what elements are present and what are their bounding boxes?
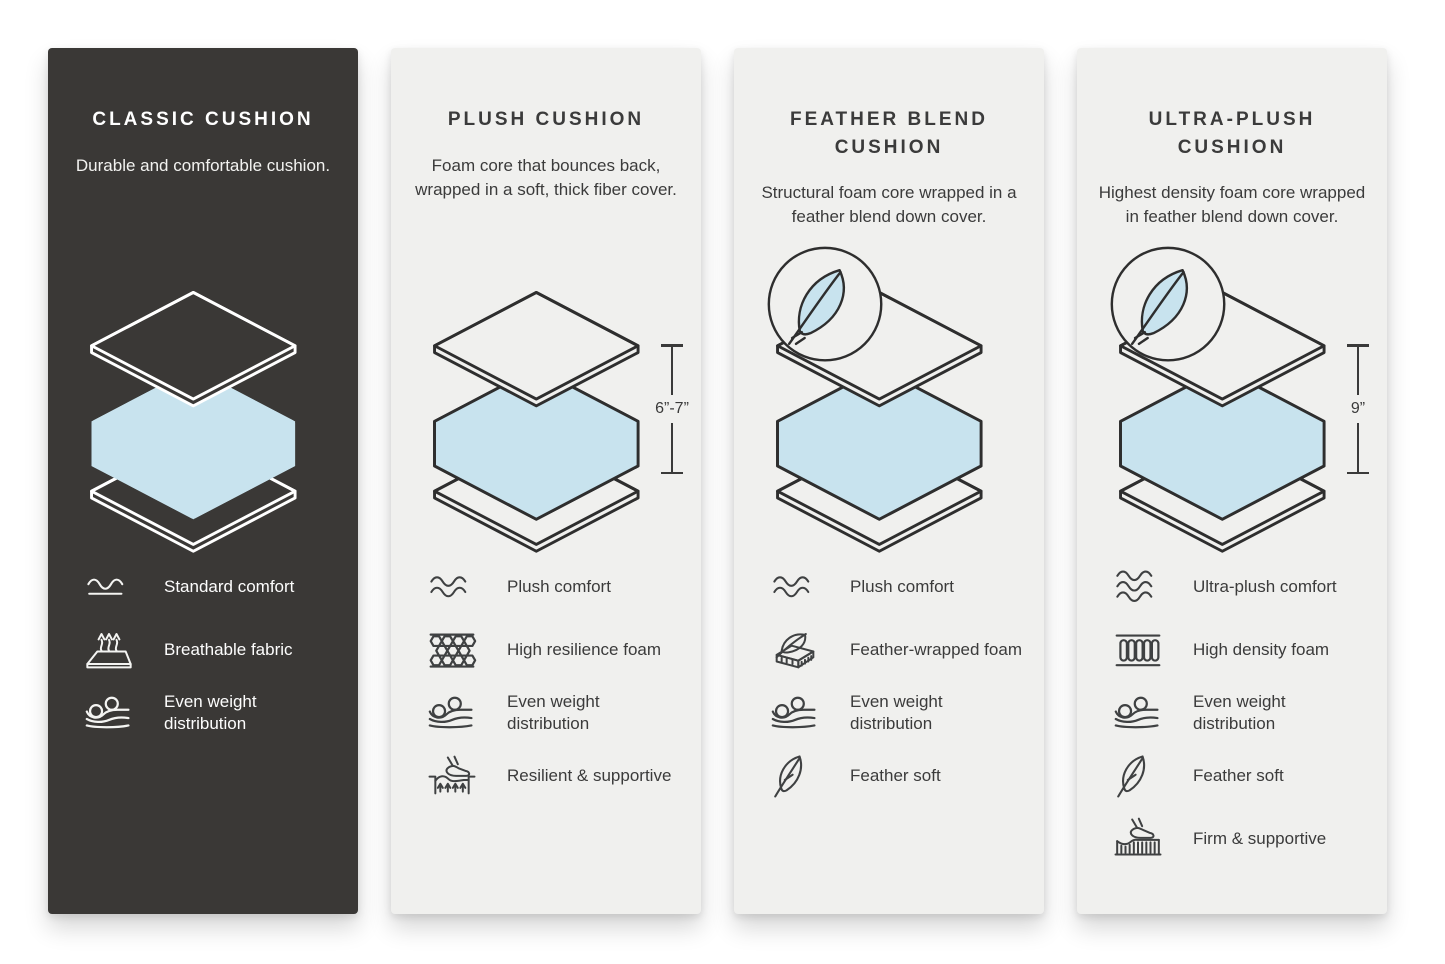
dimension-line bbox=[671, 347, 674, 396]
cushion-layers-diagram bbox=[48, 244, 358, 560]
even-weight-icon bbox=[84, 694, 164, 733]
feather-foam-icon bbox=[770, 629, 850, 671]
feature-label: Firm & supportive bbox=[1193, 828, 1327, 848]
dimension-line bbox=[1357, 423, 1360, 472]
panel-description: Foam core that bounces back, wrapped in a soft, thick fiber cover. bbox=[415, 155, 677, 199]
feature-row bbox=[84, 564, 342, 610]
resilient-support-icon bbox=[427, 755, 507, 797]
feature-label: Ultra-plush comfort bbox=[1193, 576, 1337, 596]
even-weight-icon bbox=[1113, 694, 1193, 733]
panel-title: PLUSH CUSHION bbox=[447, 109, 645, 130]
panel-ultra-plush-cushion bbox=[1077, 48, 1387, 914]
feature-label: Even weight distribution bbox=[164, 691, 257, 733]
capsule-foam-icon bbox=[1113, 630, 1193, 671]
panel-title: FEATHER BLEND CUSHION bbox=[789, 109, 989, 158]
feature-row bbox=[1113, 627, 1371, 673]
feather-badge-icon bbox=[769, 248, 881, 360]
feature-label: Feather soft bbox=[850, 765, 941, 785]
feature-label: Standard comfort bbox=[164, 576, 295, 596]
panel-title: ULTRA-PLUSH CUSHION bbox=[1148, 109, 1316, 158]
height-dimension-indicator bbox=[1341, 344, 1375, 474]
feature-row bbox=[770, 690, 1028, 736]
cushion-layers-illustration bbox=[420, 244, 672, 559]
feature-row bbox=[84, 627, 342, 673]
panel-classic-cushion bbox=[48, 48, 358, 914]
height-dimension-indicator bbox=[655, 344, 689, 474]
feature-list bbox=[770, 564, 1028, 799]
feature-label: Feather-wrapped foam bbox=[850, 639, 1022, 659]
feather-icon bbox=[1113, 753, 1193, 798]
feather-badge-icon bbox=[1112, 248, 1224, 360]
panel-description: Durable and comfortable cushion. bbox=[75, 155, 331, 175]
feature-label: Feather soft bbox=[1193, 765, 1284, 785]
dimension-cap-bottom bbox=[661, 472, 683, 475]
panel-plush-cushion bbox=[391, 48, 701, 914]
feature-label: Even weight distribution bbox=[1193, 691, 1286, 733]
even-weight-icon bbox=[770, 694, 850, 733]
wave-double-icon bbox=[770, 572, 850, 602]
cushion-layers-diagram bbox=[391, 244, 701, 560]
feature-list bbox=[1113, 564, 1371, 862]
feature-label: High resilience foam bbox=[507, 639, 662, 659]
feature-list bbox=[427, 564, 685, 799]
feather-icon bbox=[770, 753, 850, 798]
even-weight-icon bbox=[427, 694, 507, 733]
feature-label: Plush comfort bbox=[507, 576, 611, 596]
dimension-cap-bottom bbox=[1347, 472, 1369, 475]
feature-label: Even weight distribution bbox=[850, 691, 943, 733]
feature-row bbox=[770, 564, 1028, 610]
cushion-layers-illustration bbox=[1106, 244, 1358, 559]
dimension-label: 9” bbox=[1350, 400, 1366, 417]
feature-row bbox=[427, 753, 685, 799]
firm-support-icon bbox=[1113, 817, 1193, 860]
feature-label: Resilient & supportive bbox=[507, 765, 672, 785]
cushion-layers-diagram bbox=[734, 244, 1044, 560]
cushion-layers-diagram bbox=[1077, 244, 1387, 560]
breathable-fabric-icon bbox=[84, 629, 164, 671]
dimension-line bbox=[1357, 347, 1360, 396]
wave-single-icon bbox=[84, 572, 164, 602]
dimension-label: 6”-7” bbox=[655, 400, 689, 417]
feature-row bbox=[770, 753, 1028, 799]
feature-row bbox=[770, 627, 1028, 673]
feature-row bbox=[427, 690, 685, 736]
feature-list bbox=[84, 564, 342, 736]
feature-row bbox=[1113, 816, 1371, 862]
feature-label: Even weight distribution bbox=[507, 691, 600, 733]
wave-triple-icon bbox=[1113, 568, 1193, 606]
feature-label: Breathable fabric bbox=[164, 639, 293, 659]
feature-row bbox=[427, 564, 685, 610]
cushion-layers-illustration bbox=[763, 244, 1015, 559]
wave-double-icon bbox=[427, 572, 507, 602]
panel-description: Structural foam core wrapped in a feather blend down cover. bbox=[761, 183, 1017, 227]
panel-title: CLASSIC CUSHION bbox=[92, 109, 314, 130]
feature-row bbox=[1113, 690, 1371, 736]
cushion-layers-illustration bbox=[77, 244, 329, 559]
feature-row bbox=[84, 690, 342, 736]
feature-row bbox=[1113, 564, 1371, 610]
panel-description: Highest density foam core wrapped in feather blend down cover. bbox=[1098, 183, 1366, 227]
dimension-line bbox=[671, 423, 674, 472]
feature-row bbox=[1113, 753, 1371, 799]
feature-label: Plush comfort bbox=[850, 576, 954, 596]
feature-row bbox=[427, 627, 685, 673]
panel-feather-blend-cushion bbox=[734, 48, 1044, 914]
honeycomb-foam-icon bbox=[427, 630, 507, 671]
feature-label: High density foam bbox=[1193, 639, 1330, 659]
